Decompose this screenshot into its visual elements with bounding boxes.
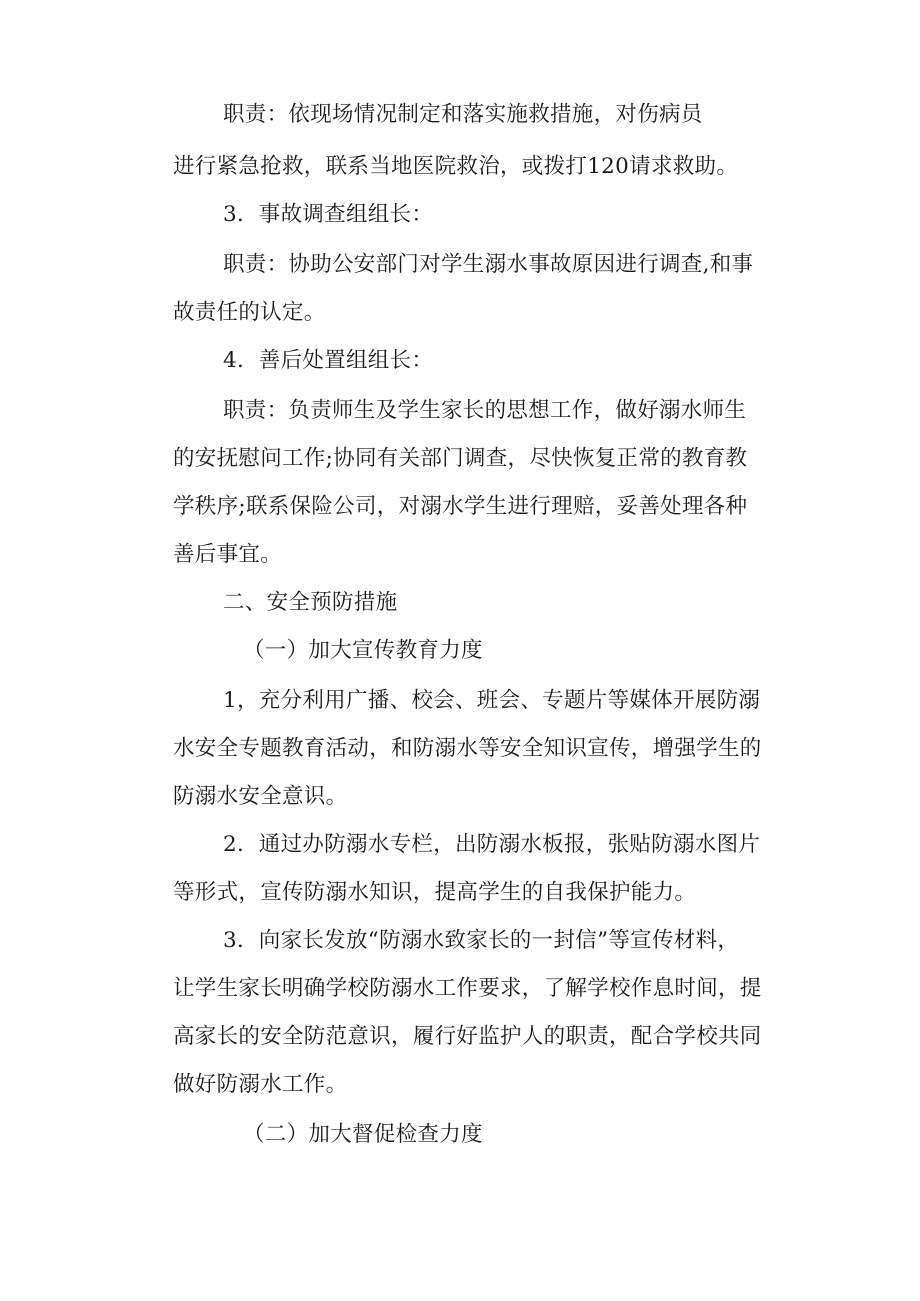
paragraph-line-duty-aftermath-3: 学秩序;联系保险公司，对溺水学生进行理赔，妥善处理各种 <box>173 494 748 519</box>
paragraph-line-duty-aftermath-4: 善后事宜。 <box>173 542 283 567</box>
paragraph-line-item1-1: 1，充分利用广播、校会、班会、专题片等媒体开展防溺 <box>223 688 761 713</box>
section-heading-safety-prevention: 二、安全预防措施 <box>223 590 398 615</box>
paragraph-line-duty-investigation-2: 故责任的认定。 <box>173 300 326 325</box>
paragraph-line-item2-1: 2．通过办防溺水专栏，出防溺水板报，张贴防溺水图片 <box>223 832 761 857</box>
paragraph-line-item2-2: 等形式，宣传防溺水知识，提高学生的自我保护能力。 <box>173 880 697 905</box>
paragraph-line-item1-2: 水安全专题教育活动，和防溺水等安全知识宣传，增强学生的 <box>173 736 762 761</box>
item-heading-investigation-leader: 3．事故调查组组长： <box>223 202 434 227</box>
paragraph-line-duty-aftermath-2: 的安抚慰问工作;协同有关部门调查，尽快恢复正常的教育教 <box>173 446 748 471</box>
item-heading-aftermath-leader: 4．善后处置组组长： <box>223 348 434 373</box>
paragraph-line-duty-investigation-1: 职责：协助公安部门对学生溺水事故原因进行调查,和事 <box>223 252 754 277</box>
paragraph-line-duty-medical-2: 进行紧急抢救，联系当地医院救治，或拨打120请求救助。 <box>173 154 739 179</box>
subsection-heading-supervision-inspection: （二）加大督促检查力度 <box>243 1122 483 1147</box>
paragraph-line-item3-1: 3．向家长发放“防溺水致家长的一封信”等宣传材料， <box>223 928 740 953</box>
paragraph-line-item3-3: 高家长的安全防范意识，履行好监护人的职责，配合学校共同 <box>173 1024 762 1049</box>
paragraph-line-item3-4: 做好防溺水工作。 <box>173 1072 348 1097</box>
subsection-heading-publicity-education: （一）加大宣传教育力度 <box>243 638 483 663</box>
paragraph-line-duty-aftermath-1: 职责：负责师生及学生家长的思想工作，做好溺水师生 <box>223 398 747 423</box>
paragraph-line-duty-medical-1: 职责：依现场情况制定和落实施救措施，对伤病员 <box>223 102 703 127</box>
paragraph-line-item3-2: 让学生家长明确学校防溺水工作要求，了解学校作息时间，提 <box>173 976 762 1001</box>
paragraph-line-item1-3: 防溺水安全意识。 <box>173 784 348 809</box>
